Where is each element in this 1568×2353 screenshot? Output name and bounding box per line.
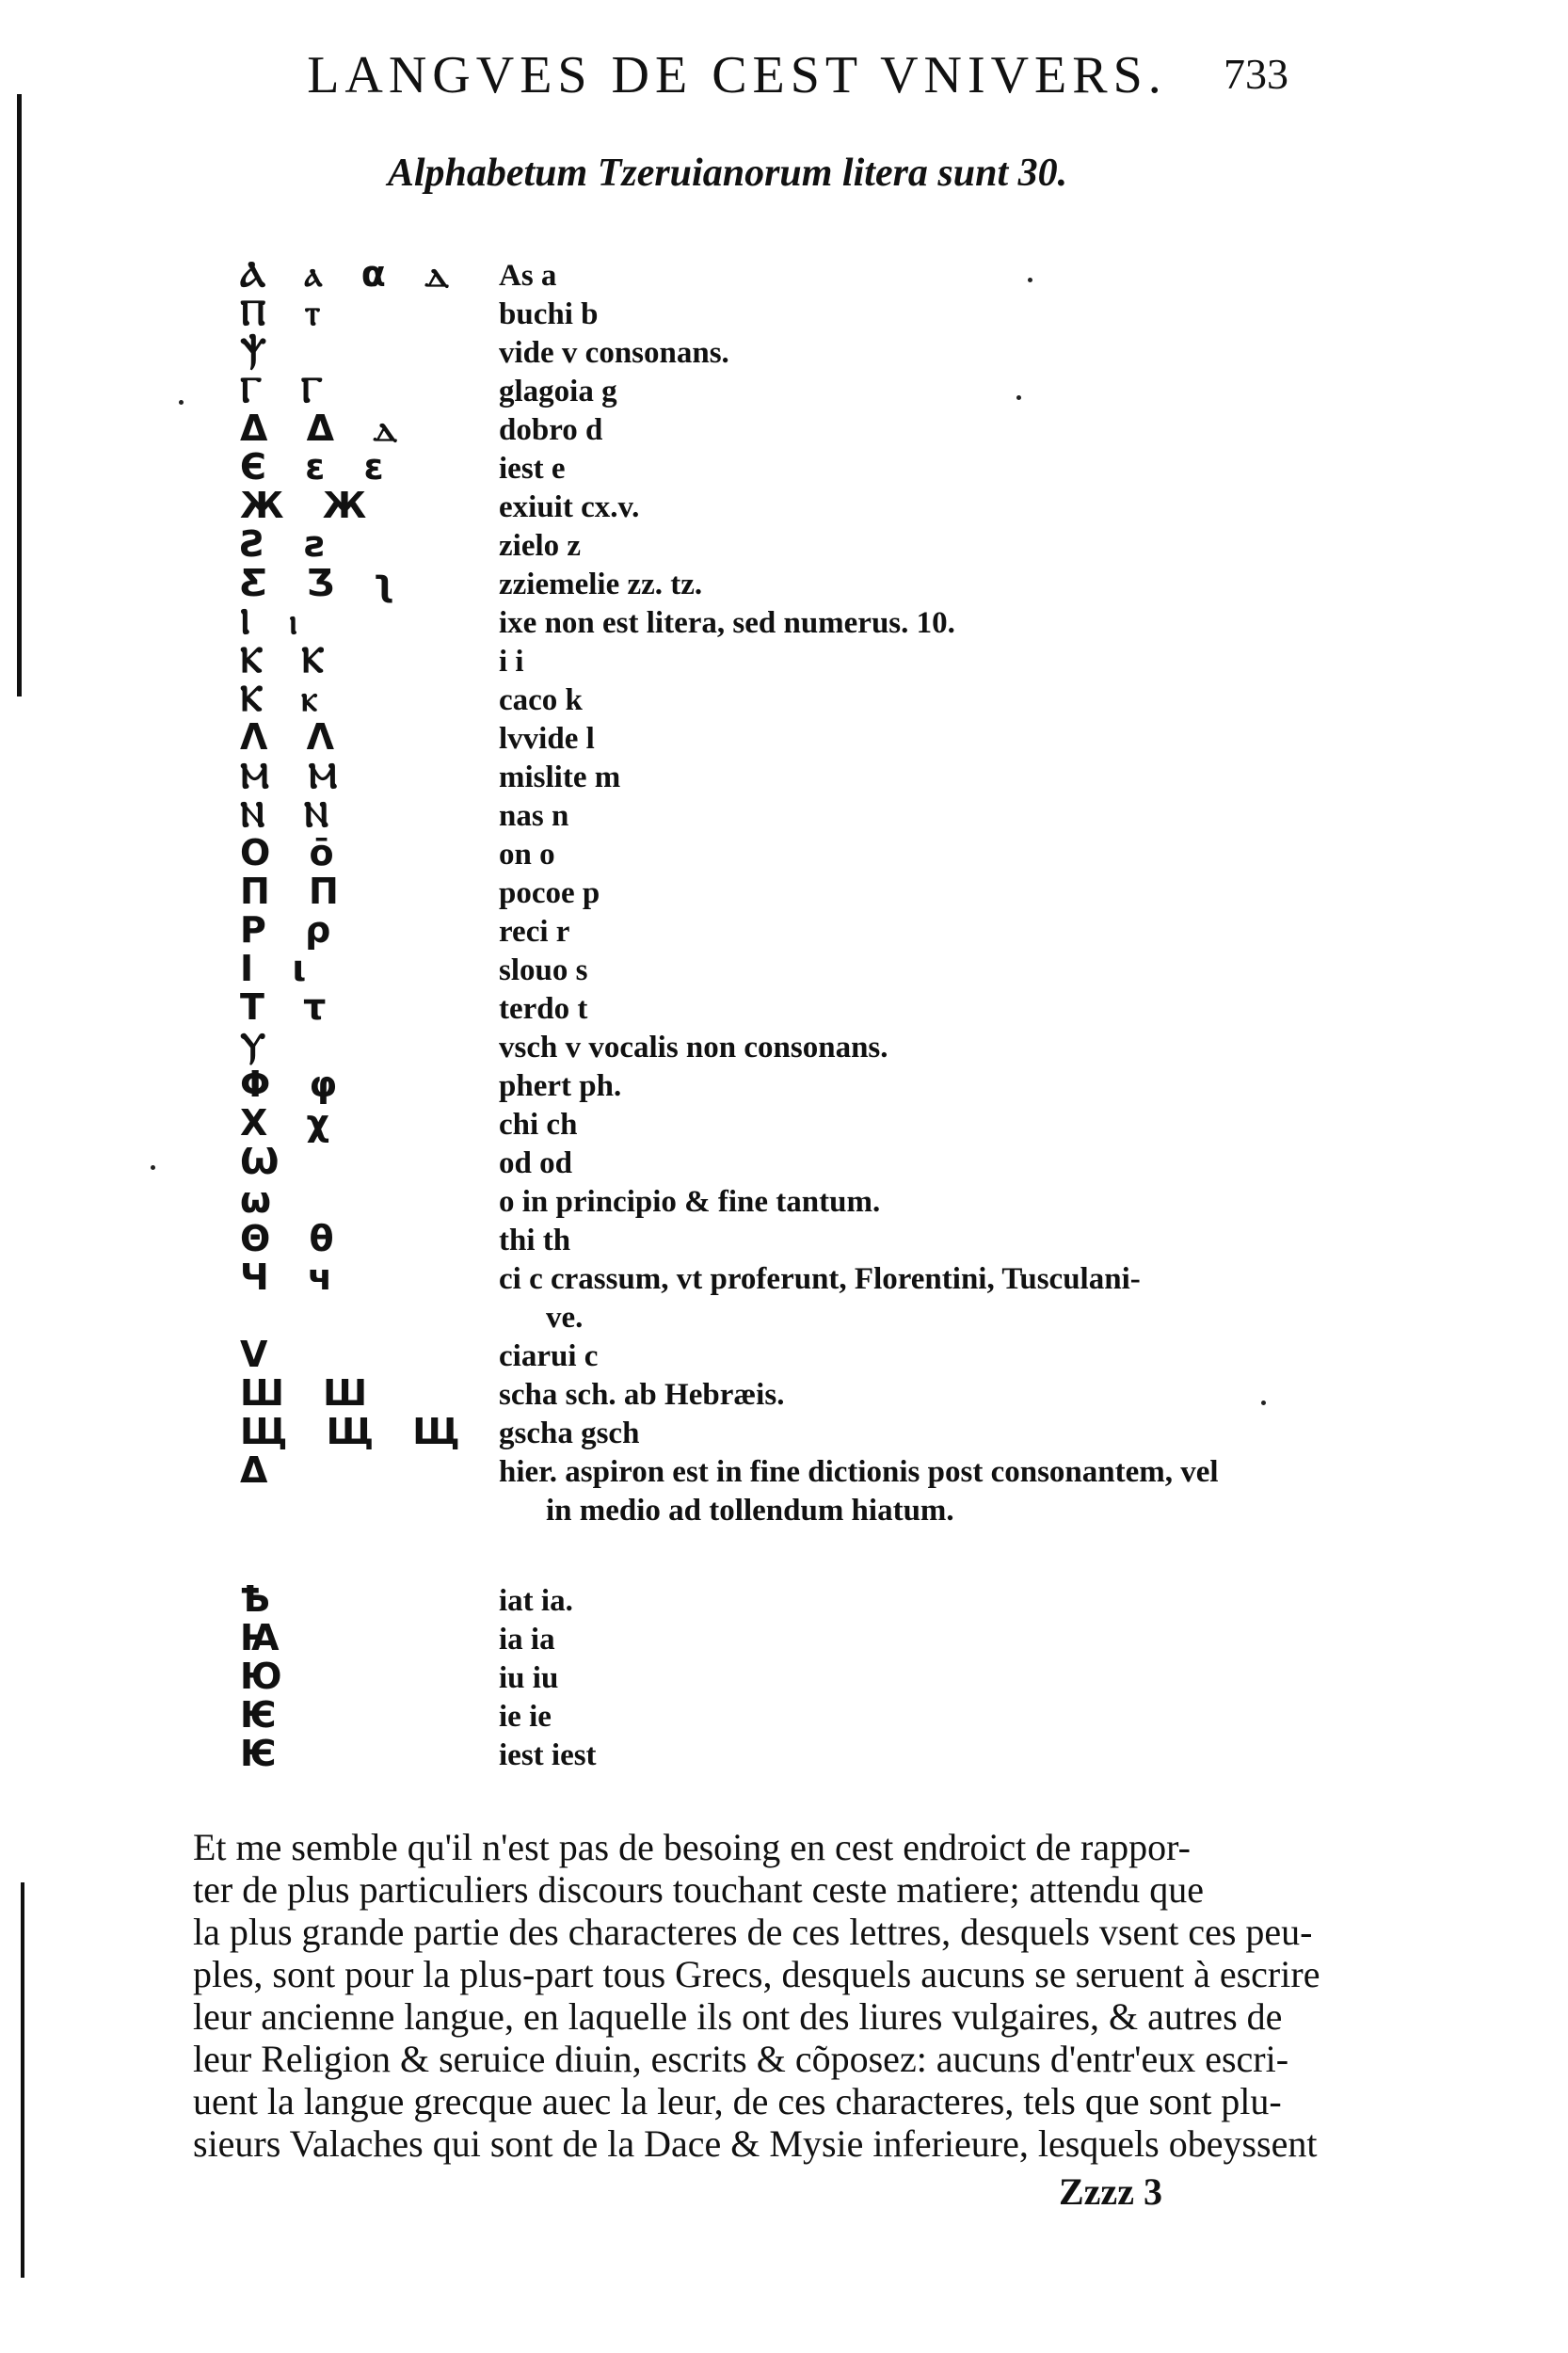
letter-value: iat ia. — [499, 1584, 573, 1618]
letter-value: caco k — [499, 683, 583, 717]
cyrillic-glyphs: Ι ι — [240, 948, 320, 989]
alphabet-row — [0, 1656, 1568, 1701]
letter-value: ci c crassum, vt proferunt, Florentini, Tusculani- — [499, 1262, 1141, 1296]
cyrillic-glyphs: Ꙗ — [240, 1617, 293, 1658]
alphabet-row — [0, 369, 1568, 414]
cyrillic-glyphs: Ш Ш — [240, 1372, 381, 1414]
paragraph-line: leur Religion & seruice diuin, escrits & cõposez: aucuns d'entr'eux escri- — [193, 2038, 1289, 2080]
cyrillic-glyphs: Χ χ — [240, 1102, 344, 1144]
letter-value: gscha gsch — [499, 1417, 640, 1450]
letter-value: ciarui c — [499, 1339, 599, 1373]
letter-value: ie ie — [499, 1700, 552, 1734]
alphabet-row — [0, 1064, 1568, 1109]
letter-value: buchi b — [499, 297, 599, 331]
alphabet-row — [0, 485, 1568, 530]
letter-value: reci r — [499, 915, 570, 949]
cyrillic-glyphs: Ⲙ Ⲙ — [240, 755, 351, 796]
letter-value: exiuit cx.v. — [499, 490, 640, 524]
signature-mark: Zzzz 3 — [1059, 2170, 1162, 2213]
cyrillic-glyphs: Ⲕ ⲕ — [240, 678, 331, 719]
cyrillic-glyphs: Ⲩ — [240, 1025, 280, 1066]
letter-value: iu iu — [499, 1661, 559, 1695]
alphabet-row — [0, 832, 1568, 877]
alphabet-row — [0, 1257, 1568, 1302]
body-paragraph — [193, 1826, 1332, 2165]
paragraph-line: ter de plus particuliers discours touchant ceste matiere; attendu que — [193, 1868, 1205, 1911]
paragraph-line: la plus grande partie des characteres de ces lettres, desquels vsent ces peu- — [193, 1911, 1313, 1953]
cyrillic-glyphs: Ѡ — [240, 1141, 293, 1182]
alphabet-row — [0, 909, 1568, 954]
alphabet-row — [0, 253, 1568, 298]
letter-value: lvvide l — [499, 722, 595, 756]
left-margin-rule-lower — [21, 1882, 24, 2278]
alphabet-row — [0, 600, 1568, 646]
paragraph-line: uent la langue grecque auec la leur, de ces characteres, tels que sont plu- — [193, 2080, 1282, 2122]
letter-value: nas n — [499, 799, 569, 833]
alphabet-row — [0, 523, 1568, 568]
alphabet-row — [0, 408, 1568, 453]
letter-value: ve. — [546, 1301, 584, 1335]
ink-speck — [179, 400, 184, 405]
alphabet-row — [0, 1218, 1568, 1263]
letter-value: As a — [499, 259, 557, 293]
alphabet-row — [0, 1301, 1568, 1340]
letter-value: mislite m — [499, 760, 621, 794]
alphabet-row — [0, 793, 1568, 839]
paragraph-line: leur ancienne langue, en laquelle ils ont des liures vulgaires, & autres de — [193, 1995, 1283, 2038]
paragraph-line: sieurs Valaches qui sont de la Dace & Mysie inferieure, lesquels obeyssent — [193, 2122, 1318, 2165]
paragraph-line: Et me semble qu'il n'est pas de besoing en cest endroict de rappor- — [193, 1826, 1191, 1868]
letter-value: vide v consonans. — [499, 336, 729, 370]
ink-speck — [1261, 1401, 1266, 1405]
alphabet-row — [0, 639, 1568, 684]
alphabet-row — [0, 1179, 1568, 1225]
alphabet-row — [0, 986, 1568, 1032]
letter-value: phert ph. — [499, 1069, 622, 1103]
cyrillic-glyphs: Ⲕ Ⲕ — [240, 639, 337, 680]
alphabet-row — [0, 678, 1568, 723]
ink-speck — [1016, 395, 1021, 400]
alphabet-row — [0, 330, 1568, 376]
cyrillic-glyphs: Τ τ — [240, 986, 340, 1028]
alphabet-row — [0, 1617, 1568, 1662]
letter-value: scha sch. ab Hebræis. — [499, 1378, 785, 1412]
letter-value: in medio ad tollendum hiatum. — [546, 1494, 954, 1528]
letter-value: iest iest — [499, 1738, 597, 1772]
letter-value: slouo s — [499, 953, 588, 987]
letter-value: pocoe p — [499, 876, 600, 910]
cyrillic-glyphs: Ƹ Ʒ ʅ — [240, 562, 408, 603]
alphabet-row — [0, 1411, 1568, 1456]
alphabet-row — [0, 716, 1568, 761]
cyrillic-glyphs: Ⲅ Ⲅ — [240, 369, 336, 410]
letter-value: ia ia — [499, 1623, 555, 1657]
alphabet-heading: Alphabetum Tzeruianorum litera sunt 30. — [387, 152, 1068, 195]
letter-value: glagoia g — [499, 375, 617, 408]
alphabet-row — [0, 1102, 1568, 1147]
letter-value: hier. aspiron est in fine dictionis post consonantem, vel — [499, 1455, 1219, 1489]
running-head-title: LANGVES DE CEST VNIVERS. — [307, 46, 1167, 104]
letter-value: od od — [499, 1146, 572, 1180]
paragraph-line: ples, sont pour la plus-part tous Grecs, desquels aucuns se seruent à escrire — [193, 1953, 1320, 1995]
alphabet-row — [0, 1025, 1568, 1070]
cyrillic-glyphs: Ѥ — [240, 1733, 290, 1774]
cyrillic-glyphs: Ⲓ ⲓ — [240, 600, 312, 642]
cyrillic-glyphs: Ⲯ — [240, 330, 280, 372]
alphabet-row — [0, 948, 1568, 993]
letter-value: i i — [499, 645, 524, 679]
cyrillic-glyphs: Θ θ — [240, 1218, 347, 1259]
alphabet-row — [0, 1694, 1568, 1739]
letter-value: zielo z — [499, 529, 582, 563]
letter-value: vsch v vocalis non consonans. — [499, 1031, 888, 1064]
alphabet-row — [0, 446, 1568, 491]
ink-speck — [1028, 278, 1032, 282]
letter-value: iest e — [499, 452, 566, 486]
alphabet-row — [0, 1449, 1568, 1495]
cyrillic-glyphs: Ю — [240, 1656, 296, 1697]
alphabet-row — [0, 1733, 1568, 1778]
cyrillic-glyphs: Δ — [240, 1449, 281, 1491]
cyrillic-glyphs: Ⲛ Ⲛ — [240, 793, 343, 835]
cyrillic-glyphs: Ƨ ƨ — [240, 523, 340, 565]
letter-value: zziemelie zz. tz. — [499, 568, 703, 601]
ink-speck — [151, 1165, 155, 1170]
letter-value: chi ch — [499, 1108, 578, 1142]
page-number: 733 — [1224, 50, 1288, 98]
cyrillic-glyphs: Ⲡ ⲧ — [240, 292, 334, 333]
cyrillic-glyphs: Λ Λ — [240, 716, 348, 758]
cyrillic-glyphs: Ο ō — [240, 832, 347, 873]
cyrillic-glyphs: V — [240, 1334, 281, 1375]
letter-value: on o — [499, 838, 555, 872]
alphabet-row — [0, 1494, 1568, 1533]
cyrillic-glyphs: Ѣ — [240, 1578, 283, 1620]
letter-value: dobro d — [499, 413, 603, 447]
cyrillic-glyphs: Ρ ρ — [240, 909, 344, 951]
alphabet-row — [0, 1141, 1568, 1186]
alphabet-row — [0, 755, 1568, 800]
alphabet-row — [0, 1372, 1568, 1417]
cyrillic-glyphs: Щ Щ Щ — [240, 1411, 473, 1452]
cyrillic-glyphs: Ч ч — [240, 1257, 346, 1298]
letter-value: terdo t — [499, 992, 588, 1026]
alphabet-row — [0, 1334, 1568, 1379]
alphabet-row — [0, 292, 1568, 337]
cyrillic-glyphs: Ж Ж — [240, 485, 380, 526]
cyrillic-glyphs: Ѥ — [240, 1694, 290, 1736]
letter-value: o in principio & fine tantum. — [499, 1185, 881, 1219]
alphabet-row — [0, 1578, 1568, 1624]
letter-value: ixe non est litera, sed numerus. 10. — [499, 606, 955, 640]
alphabet-row — [0, 562, 1568, 607]
cyrillic-glyphs: Φ φ — [240, 1064, 351, 1105]
cyrillic-glyphs: ω — [240, 1179, 285, 1221]
cyrillic-glyphs: Є ε ε — [240, 446, 397, 488]
cyrillic-glyphs: Π Π — [240, 871, 352, 912]
alphabet-row — [0, 871, 1568, 916]
cyrillic-glyphs: Δ Δ ⲇ — [240, 408, 411, 449]
cyrillic-glyphs: Ⲁ ⲁ α ⲇ — [240, 253, 462, 295]
letter-value: thi th — [499, 1224, 571, 1257]
